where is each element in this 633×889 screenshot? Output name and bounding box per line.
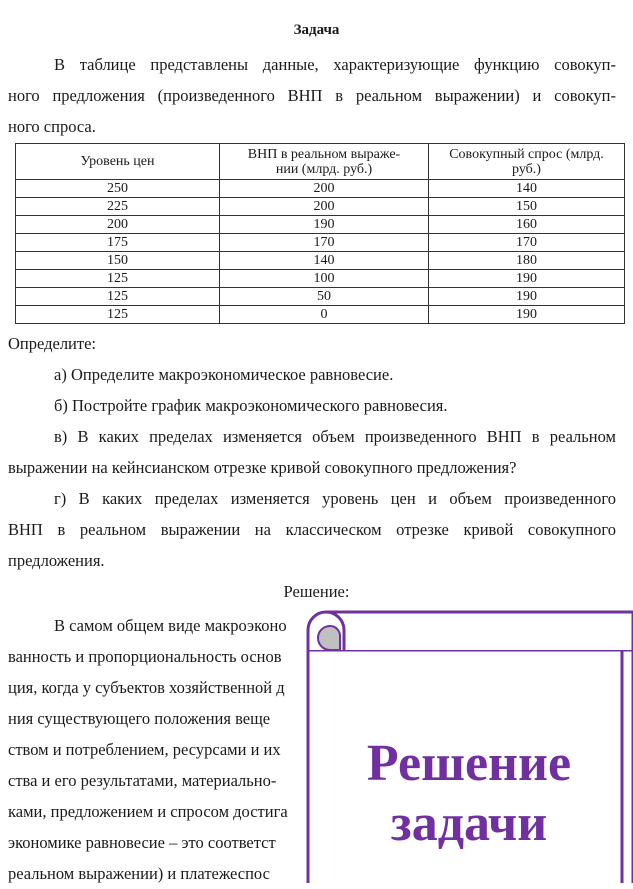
solution-line: В самом общем виде макроэконо [54,616,287,635]
table-cell: 160 [429,216,625,234]
table-cell: 190 [429,270,625,288]
solution-line: ством и потреблением, ресурсами и их [8,740,281,759]
column-header-price-level: Уровень цен [16,144,220,180]
table-cell: 0 [220,306,429,324]
data-table [15,143,625,324]
solution-banner[interactable] [306,606,633,883]
task-a: а) Определите макроэкономическое равновесие. [54,365,394,384]
intro-line: ного предложения (произведенного ВНП в реальном выражении) и совокуп- [8,86,616,105]
solution-line: экономике равновесие – это соответст [8,833,276,852]
table-cell: 125 [16,270,220,288]
table-header-row [16,144,625,180]
banner-line: задачи [390,795,548,852]
column-header-gnp: ВНП в реальном выраже- нии (млрд. руб.) [220,144,429,180]
table-cell: 190 [220,216,429,234]
task-d-line: предложения. [8,551,105,570]
intro-paragraph [8,49,616,142]
table-cell: 175 [16,234,220,252]
table-cell: 125 [16,288,220,306]
solution-line: ванность и пропорциональность основ [8,647,282,666]
table-row [16,288,625,306]
table-cell: 200 [220,198,429,216]
table-row [16,180,625,198]
table-cell: 190 [429,288,625,306]
table-row [16,216,625,234]
table-cell: 180 [429,252,625,270]
task-b: б) Постройте график макроэкономического равновесия. [54,396,448,415]
banner-text [324,734,614,854]
solution-line: ния существующего положения веще [8,709,271,728]
table-cell: 170 [429,234,625,252]
table-row [16,270,625,288]
intro-line: В таблице представлены данные, характеризующие функцию совокуп- [54,55,616,74]
solution-line: реальном выражении) и платежеспос [8,864,270,883]
table-cell: 225 [16,198,220,216]
intro-line: ного спроса. [8,117,96,136]
task-c-line: выражении на кейнсианском отрезке кривой совокупного предложения? [8,458,517,477]
table-cell: 140 [429,180,625,198]
solution-line: ства и его результатами, материально- [8,771,277,790]
solution-line: ками, предложением и спросом достига [8,802,288,821]
page-title: Задача [293,22,340,38]
table-cell: 125 [16,306,220,324]
table-row [16,252,625,270]
table-cell: 190 [429,306,625,324]
table-cell: 50 [220,288,429,306]
table-row [16,306,625,324]
table-cell: 140 [220,252,429,270]
table-cell: 200 [220,180,429,198]
banner-line: Решение [366,735,572,792]
table-cell: 100 [220,270,429,288]
table-cell: 250 [16,180,220,198]
task-d-line: г) В каких пределах изменяется уровень цен и объем произведенного [54,489,616,508]
table-cell: 150 [16,252,220,270]
table-cell: 200 [16,216,220,234]
solution-title: Решение: [283,582,350,601]
table-cell: 150 [429,198,625,216]
column-header-demand: Совокупный спрос (млрд. руб.) [429,144,625,180]
table-row [16,234,625,252]
task-c-line: в) В каких пределах изменяется объем произведенного ВНП в реальном [54,427,616,446]
table-cell: 170 [220,234,429,252]
task-d-line: ВНП в реальном выражении на классическом отрезке кривой совокупного [8,520,616,539]
table-row [16,198,625,216]
tasks-heading: Определите: [8,334,97,353]
tasks-section [8,328,616,576]
solution-line: ция, когда у субъектов хозяйственной д [8,678,285,697]
